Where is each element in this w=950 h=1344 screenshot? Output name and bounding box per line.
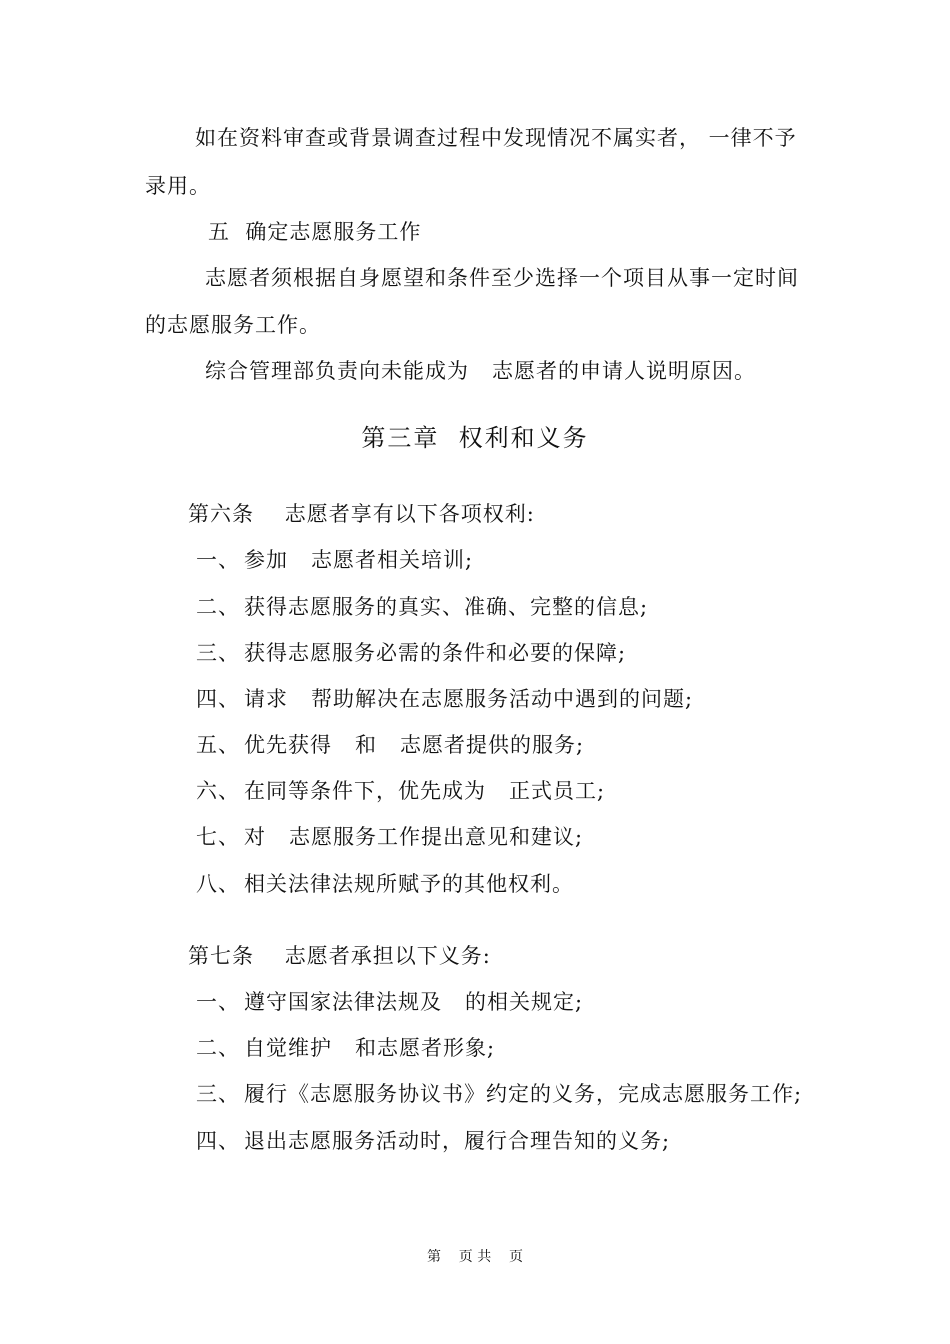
section-five-para3: 综合管理部负责向未能成为 志愿者的申请人说明原因。 bbox=[205, 359, 757, 383]
item-number: 二、 bbox=[196, 595, 240, 619]
item-text: 遵守国家法律法规及 的相关规定; bbox=[244, 990, 584, 1014]
item-number: 七、 bbox=[196, 825, 240, 849]
article-six-item bbox=[196, 639, 626, 667]
section-five-para2-line2: 的志愿服务工作。 bbox=[145, 313, 321, 337]
section-five-para1-line2: 录用。 bbox=[145, 174, 211, 198]
item-number: 五、 bbox=[196, 733, 240, 757]
article-six-item bbox=[196, 546, 473, 574]
item-number: 一、 bbox=[196, 548, 240, 572]
article-six-item bbox=[196, 593, 648, 621]
item-number: 四、 bbox=[196, 687, 240, 711]
item-number: 一、 bbox=[196, 990, 240, 1014]
item-text: 获得志愿服务必需的条件和必要的保障; bbox=[244, 641, 627, 665]
article-seven-item bbox=[196, 1034, 495, 1062]
article-seven-item bbox=[196, 1127, 670, 1155]
chapter-three-title: 第三章 权利和义务 bbox=[361, 424, 589, 452]
section-five-title: 五 确定志愿服务工作 bbox=[208, 220, 422, 244]
item-number: 四、 bbox=[196, 1129, 240, 1153]
item-text: 获得志愿服务的真实、准确、完整的信息; bbox=[244, 595, 649, 619]
article-seven-item bbox=[196, 988, 583, 1016]
article-six-item bbox=[196, 731, 584, 759]
item-text: 履行《志愿服务协议书》约定的义务，完成志愿服务工作; bbox=[244, 1082, 803, 1106]
section-five-para2-line1: 志愿者须根据自身愿望和条件至少选择一个项目从事一定时间 bbox=[205, 266, 799, 290]
article-six-item bbox=[196, 823, 583, 851]
article-six-item bbox=[196, 870, 574, 898]
article-seven-item bbox=[196, 1080, 802, 1108]
item-number: 二、 bbox=[196, 1036, 240, 1060]
article-seven-title: 第七条 志愿者承担以下义务: bbox=[188, 944, 491, 968]
item-text: 相关法律法规所赋予的其他权利。 bbox=[244, 872, 574, 896]
item-number: 三、 bbox=[196, 641, 240, 665]
item-number: 三、 bbox=[196, 1082, 240, 1106]
item-number: 八、 bbox=[196, 872, 240, 896]
item-text: 自觉维护 和志愿者形象; bbox=[244, 1036, 496, 1060]
item-text: 对 志愿服务工作提出意见和建议; bbox=[244, 825, 584, 849]
item-text: 退出志愿服务活动时，履行合理告知的义务; bbox=[244, 1129, 671, 1153]
item-text: 在同等条件下，优先成为 正式员工; bbox=[244, 779, 606, 803]
section-five-para1-line1: 如在资料审查或背景调查过程中发现情况不属实者， 一律不予 bbox=[195, 126, 797, 150]
item-number: 六、 bbox=[196, 779, 240, 803]
article-six-item bbox=[196, 685, 693, 713]
article-six-item bbox=[196, 777, 605, 805]
item-text: 参加 志愿者相关培训; bbox=[244, 548, 474, 572]
item-text: 请求 帮助解决在志愿服务活动中遇到的问题; bbox=[244, 687, 694, 711]
item-text: 优先获得 和 志愿者提供的服务; bbox=[244, 733, 585, 757]
page-footer: 第 页 共 页 bbox=[426, 1249, 524, 1265]
article-six-title: 第六条 志愿者享有以下各项权利: bbox=[188, 502, 535, 526]
